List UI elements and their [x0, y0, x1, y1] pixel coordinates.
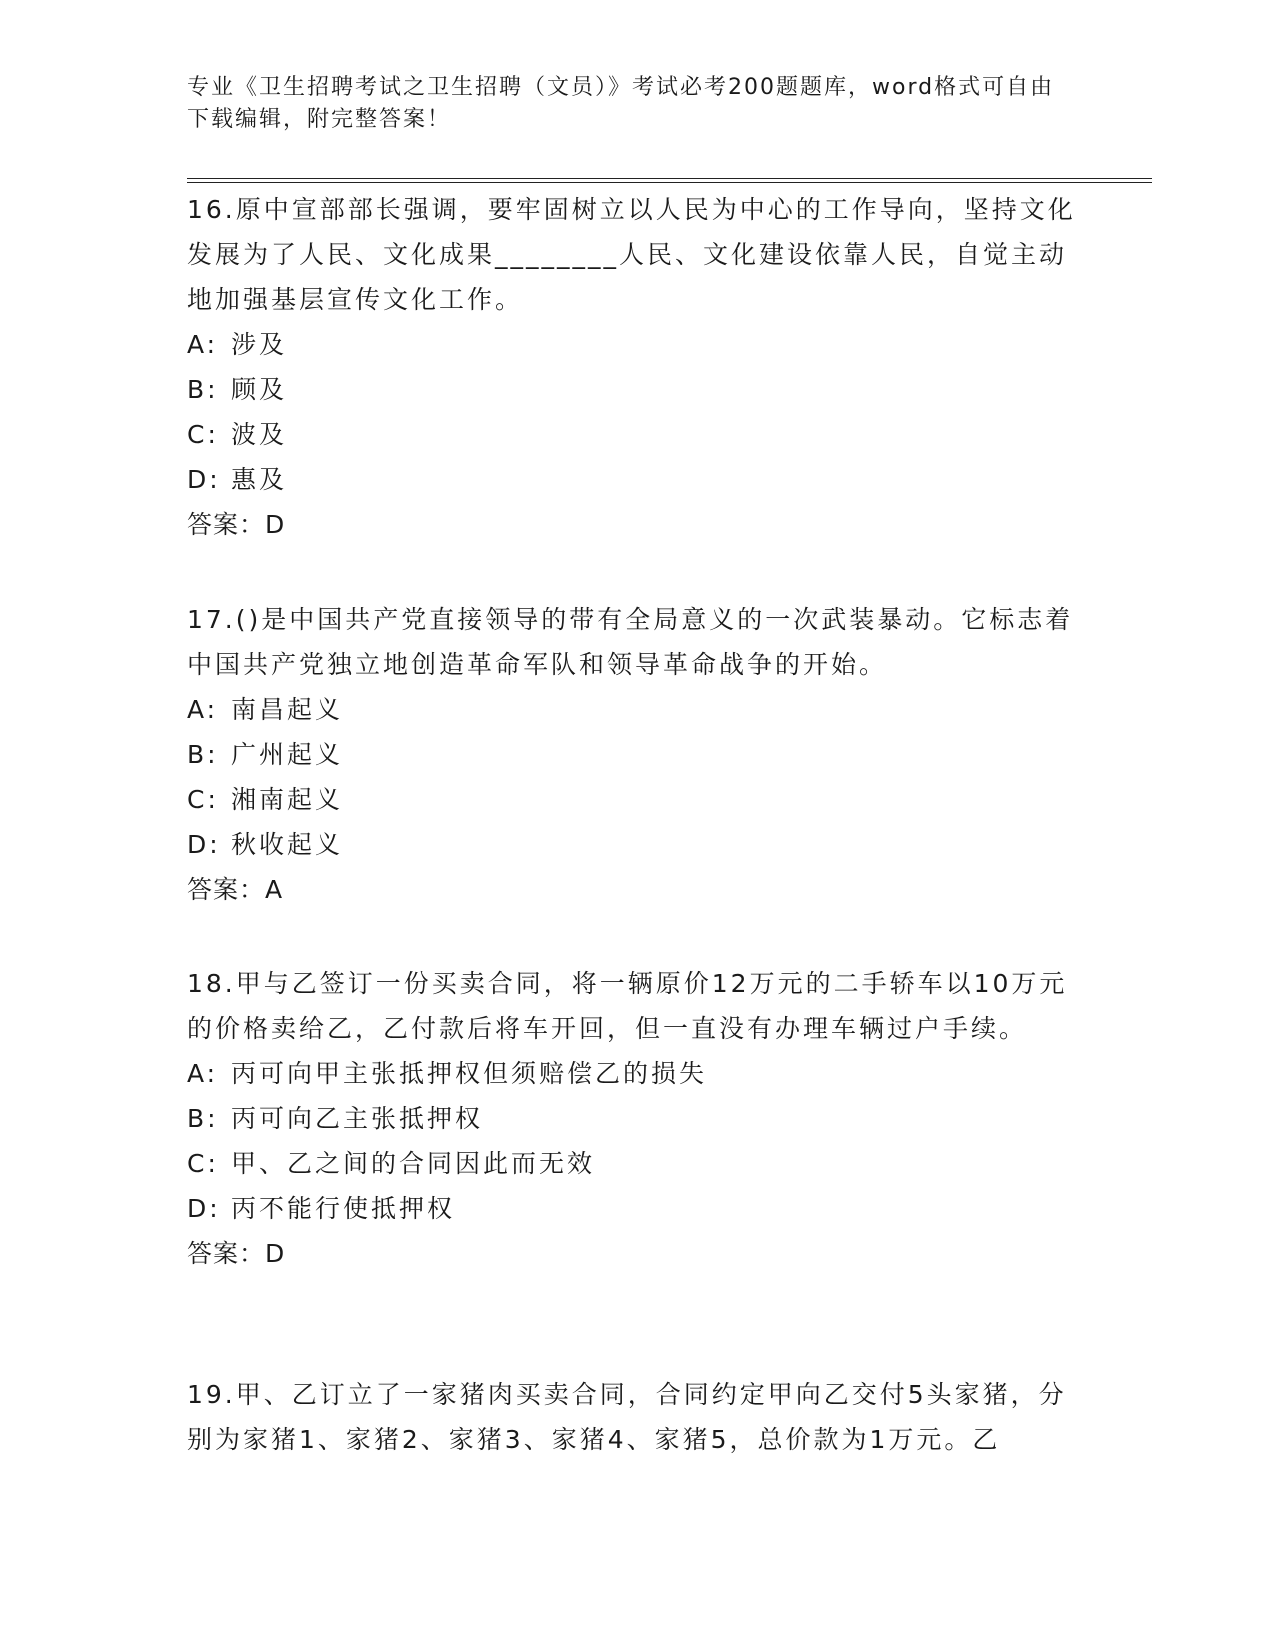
- option-b: [187, 367, 1092, 412]
- answer-line: 答案：A: [187, 875, 284, 904]
- option-text: 丙可向乙主张抵押权: [231, 1104, 484, 1133]
- document-intro: 专业《卫生招聘考试之卫生招聘（文员）》考试必考200题题库，word格式可自由下载编辑，附完整答案！: [187, 75, 1055, 132]
- option-text: 湘南起义: [231, 785, 344, 814]
- option-key: B:: [187, 740, 219, 769]
- option-key: A:: [187, 1059, 219, 1088]
- option-text: 波及: [231, 420, 288, 449]
- option-a: [187, 1051, 1092, 1096]
- option-text: 涉及: [231, 330, 288, 359]
- header-divider: [187, 178, 1152, 179]
- option-text: 南昌起义: [231, 695, 344, 724]
- option-key: B:: [187, 1104, 219, 1133]
- option-text: 甲、乙之间的合同因此而无效: [231, 1149, 596, 1178]
- option-text: 顾及: [231, 375, 288, 404]
- option-d: [187, 822, 1092, 867]
- option-d: [187, 1186, 1092, 1231]
- option-key: D:: [187, 830, 221, 859]
- question-16: [187, 187, 1092, 547]
- answer-line: 答案：D: [187, 1239, 286, 1268]
- option-key: C:: [187, 1149, 219, 1178]
- option-key: A:: [187, 695, 219, 724]
- option-text: 惠及: [231, 465, 288, 494]
- question-stem: 17.()是中国共产党直接领导的带有全局意义的一次武装暴动。它标志着中国共产党独立地创造革命军队和领导革命战争的开始。: [187, 605, 1074, 679]
- option-a: [187, 322, 1092, 367]
- option-key: A:: [187, 330, 219, 359]
- answer-line: 答案：D: [187, 510, 286, 539]
- option-key: C:: [187, 420, 219, 449]
- option-text: 丙不能行使抵押权: [231, 1194, 456, 1223]
- option-text: 丙可向甲主张抵押权但须赔偿乙的损失: [231, 1059, 708, 1088]
- option-b: [187, 732, 1092, 777]
- option-key: D:: [187, 1194, 221, 1223]
- option-text: 广州起义: [231, 740, 344, 769]
- option-text: 秋收起义: [231, 830, 344, 859]
- question-stem: 18.甲与乙签订一份买卖合同，将一辆原价12万元的二手轿车以10万元的价格卖给乙，乙付款后将车开回，但一直没有办理车辆过户手续。: [187, 969, 1068, 1043]
- option-key: C:: [187, 785, 219, 814]
- header-divider-second: [187, 182, 1152, 183]
- option-c: [187, 777, 1092, 822]
- question-stem: 16.原中宣部部长强调，要牢固树立以人民为中心的工作导向，坚持文化发展为了人民、文化成果________人民、文化建设依靠人民，自觉主动地加强基层宣传文化工作。: [187, 195, 1076, 314]
- question-18: [187, 961, 1092, 1276]
- question-19: [187, 1372, 1092, 1462]
- option-key: D:: [187, 465, 221, 494]
- option-b: [187, 1096, 1092, 1141]
- option-a: [187, 687, 1092, 732]
- option-key: B:: [187, 375, 219, 404]
- question-17: [187, 597, 1092, 912]
- option-d: [187, 457, 1092, 502]
- question-stem: 19.甲、乙订立了一家猪肉买卖合同，合同约定甲向乙交付5头家猪，分别为家猪1、家猪2、家猪3、家猪4、家猪5，总价款为1万元。乙: [187, 1380, 1067, 1454]
- option-c: [187, 412, 1092, 457]
- option-c: [187, 1141, 1092, 1186]
